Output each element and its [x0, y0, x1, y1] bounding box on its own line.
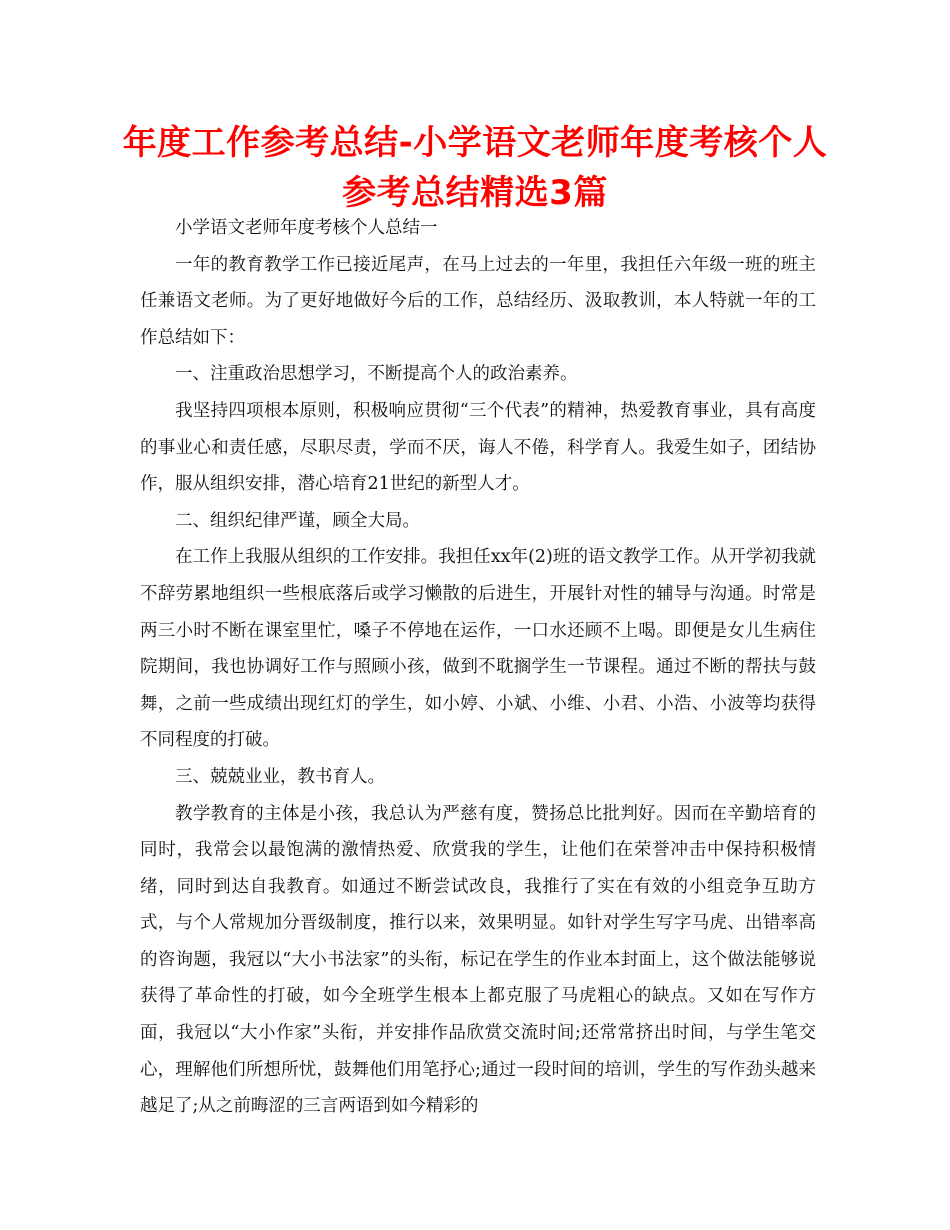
paragraph: 我坚持四项根本原则，积极响应贯彻“三个代表”的精神，热爱教育事业，具有高度的事业心和责任感，尽职尽责，学而不厌，诲人不倦，科学育人。我爱生如子，团结协作，服从组织安排，潜心培育21世纪的新型人才。 [140, 400, 816, 495]
section-heading: 小学语文老师年度考核个人总结一 [175, 218, 438, 238]
document-title: 年度工作参考总结-小学语文老师年度考核个人参考总结精选3篇 [122, 123, 828, 213]
paragraph: 一年的教育教学工作已接近尾声，在马上过去的一年里，我担任六年级一班的班主任兼语文老师。为了更好地做好今后的工作，总结经历、汲取教训，本人特就一年的工作总结如下： [140, 254, 816, 348]
paragraph: 教学教育的主体是小孩，我总认为严慈有度，赞扬总比批判好。因而在辛勤培育的同时，我常会以最饱满的激情热爱、欣赏我的学生，让他们在荣誉冲击中保持积极情绪，同时到达自我教育。如通过不断尝试改良，我推行了实在有效的小组竞争互助方式，与个人常规加分晋级制度，推行以来，效果明显。如针对学生写字马虎、出错率高的咨询题，我冠以“大小书法家”的头衔，标记在学生的作业本封面上，这个做法能够说获得了革命性的打破，如今全班学生根本上都克服了马虎粗心的缺点。又如在写作方面，我冠以“大小作家”头衔，并安排作品欣赏交流时间;还常常挤出时间，与学生笔交心，理解他们所想所忧，鼓舞他们用笔抒心;通过一段时间的培训，学生的写作劲头越来越足了;从之前晦涩的三言两语到如今精彩的 [140, 803, 816, 1117]
section-heading: 二、组织纪律严谨，顾全大局。 [175, 510, 420, 531]
section-heading: 三、兢兢业业，教书育人。 [175, 766, 385, 787]
paragraph: 在工作上我服从组织的工作安排。我担任xx年(2)班的语文教学工作。从开学初我就不辞劳累地组织一些根底落后或学习懒散的后进生，开展针对性的辅导与沟通。时常是两三小时不断在课室里忙，嗓子不停地在运作，一口水还顾不上喝。即便是女儿生病住院期间，我也协调好工作与照顾小孩，做到不耽搁学生一节课程。通过不断的帮扶与鼓舞，之前一些成绩出现红灯的学生，如小婷、小斌、小维、小君、小浩、小波等均获得不同程度的打破。 [140, 547, 816, 751]
document-body [140, 210, 816, 1125]
section-heading: 一、注重政治思想学习，不断提高个人的政治素养。 [175, 364, 578, 385]
